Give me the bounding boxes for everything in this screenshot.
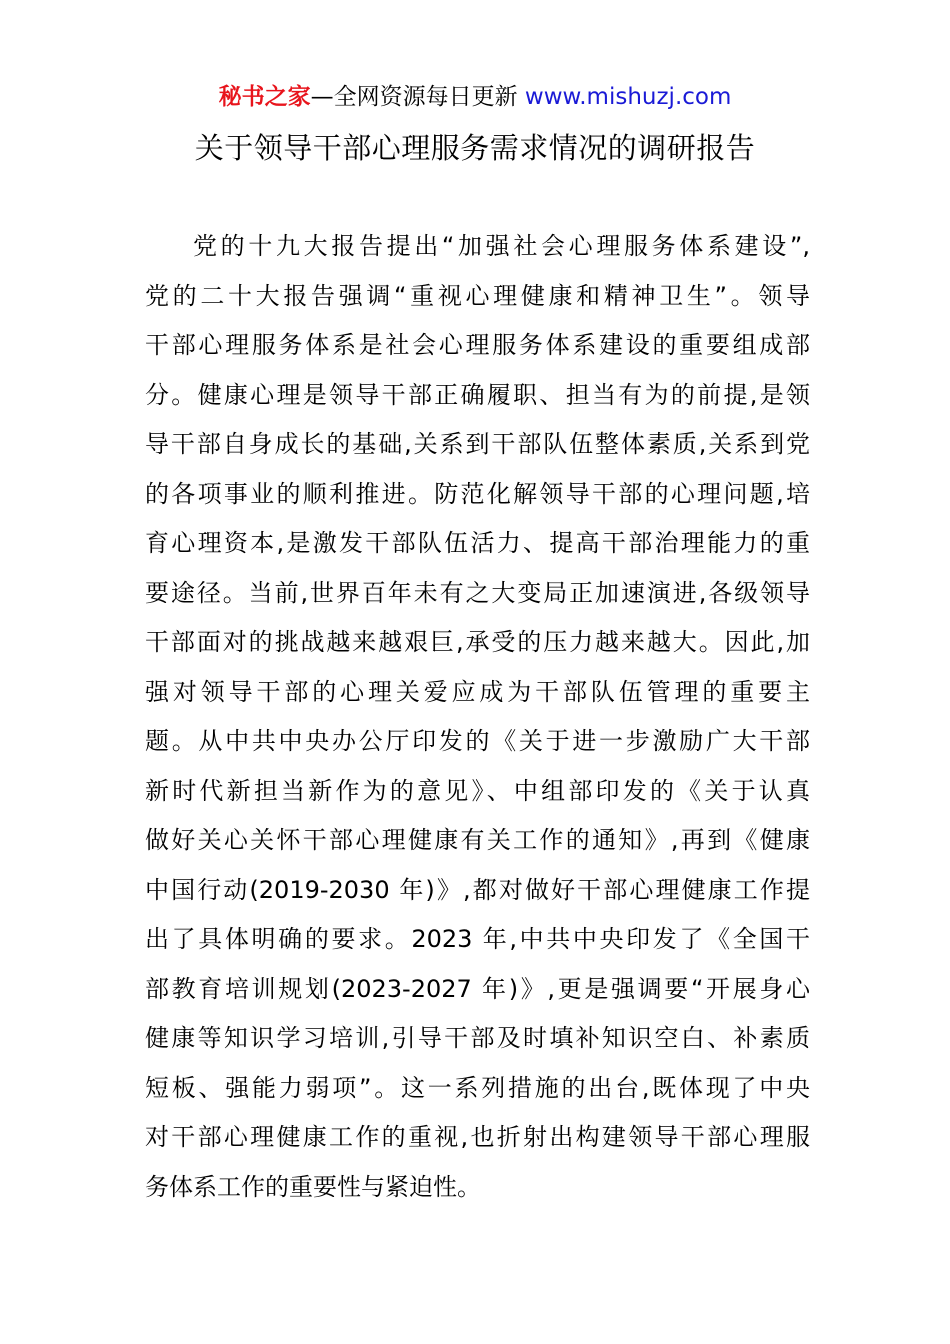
paragraph-line: 强对领导干部的心理关爱应成为干部队伍管理的重要主 [145, 677, 810, 706]
paragraph-line: 干部心理服务体系是社会心理服务体系建设的重要组成部 [145, 331, 810, 359]
document-title: 关于领导干部心理服务需求情况的调研报告 [194, 131, 756, 165]
paragraph-line: 短板、强能力弱项”。这一系列措施的出台,既体现了中央 [145, 1073, 810, 1102]
paragraph-line: 健康等知识学习培训,引导干部及时填补知识空白、补素质 [145, 1024, 810, 1052]
paragraph-line: 务体系工作的重要性与紧迫性。 [145, 1172, 481, 1201]
site-header [0, 80, 950, 114]
paragraph-line: 出了具体明确的要求。2023 年,中共中央印发了《全国干 [145, 925, 810, 953]
paragraph-line: 题。从中共中央办公厅印发的《关于进一步激励广大干部 [145, 727, 810, 755]
paragraph-line: 导干部自身成长的基础,关系到干部队伍整体素质,关系到党 [145, 430, 810, 458]
paragraph-line: 党的十九大报告提出“加强社会心理服务体系建设”, [193, 232, 810, 260]
site-brand: 秘书之家 [218, 84, 311, 110]
document-body [145, 222, 810, 1212]
paragraph-line: 部教育培训规划(2023-2027 年)》,更是强调要“开展身心 [145, 974, 810, 1003]
paragraph-line: 新时代新担当新作为的意见》、中组部印发的《关于认真 [145, 776, 810, 805]
site-tagline: —全网资源每日更新 [310, 84, 518, 110]
paragraph-line: 育心理资本,是激发干部队伍活力、提高干部治理能力的重 [145, 529, 810, 557]
paragraph-line: 做好关心关怀干部心理健康有关工作的通知》,再到《健康 [145, 826, 810, 854]
paragraph-line: 对干部心理健康工作的重视,也折射出构建领导干部心理服 [145, 1123, 810, 1151]
paragraph-line: 中国行动(2019-2030 年)》,都对做好干部心理健康工作提 [145, 875, 810, 904]
paragraph-line: 干部面对的挑战越来越艰巨,承受的压力越来越大。因此,加 [145, 628, 810, 656]
site-url-link[interactable]: www.mishuzj.com [524, 84, 732, 110]
paragraph-line: 要途径。当前,世界百年未有之大变局正加速演进,各级领导 [145, 578, 810, 607]
paragraph-line: 分。健康心理是领导干部正确履职、担当有为的前提,是领 [145, 380, 810, 409]
paragraph-line: 党的二十大报告强调“重视心理健康和精神卫生”。领导 [145, 281, 810, 310]
paragraph-line: 的各项事业的顺利推进。防范化解领导干部的心理问题,培 [145, 479, 810, 508]
